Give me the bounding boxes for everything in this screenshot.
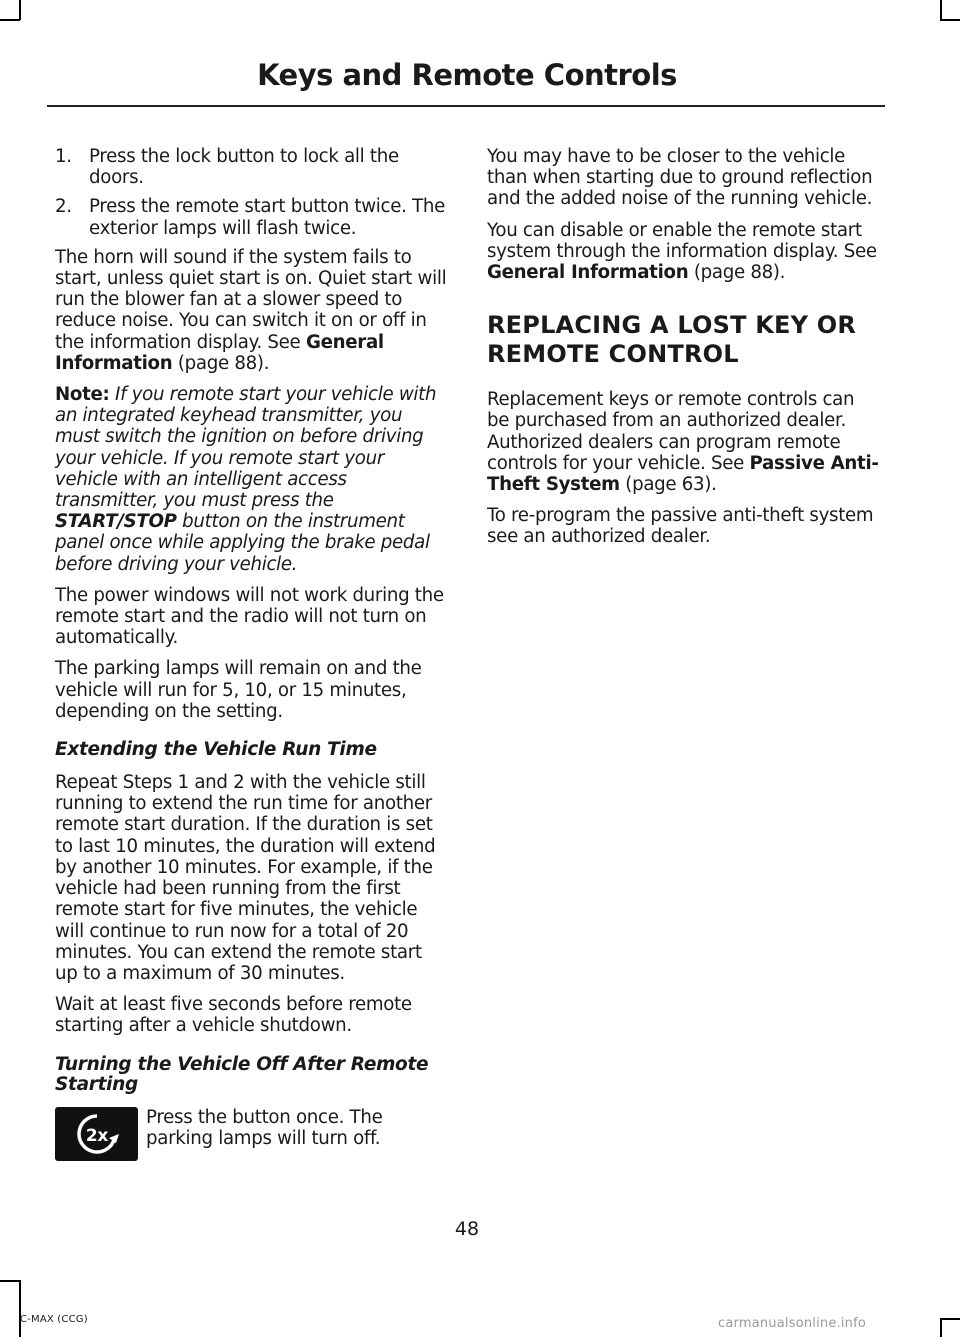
header-divider	[47, 105, 885, 107]
general-information-link[interactable]: General Information	[55, 331, 384, 374]
icon-label: 2x	[85, 1125, 108, 1146]
turnoff-instruction	[55, 1107, 447, 1161]
page-number: 48	[454, 1218, 480, 1240]
crop-mark	[0, 1280, 20, 1282]
right-column	[487, 146, 881, 558]
section-heading-line: REPLACING A LOST KEY OR	[487, 311, 857, 340]
wait-paragraph: Wait at least five seconds before remote starting after a vehicle shutdown.	[55, 994, 412, 1037]
reprogram-paragraph: To re-program the passive anti-theft system see an authorized dealer.	[487, 505, 874, 548]
disable-paragraph	[487, 220, 881, 284]
horn-paragraph	[55, 247, 447, 374]
turnoff-text: Press the button once. The parking lamps will turn off.	[146, 1106, 383, 1149]
crop-mark	[940, 0, 942, 20]
step-number: 1.	[55, 146, 72, 167]
note-text-b: button on the instrument panel once while applying the brake pedal before driving your vehicle.	[55, 511, 430, 575]
general-information-link[interactable]: General Information	[487, 262, 689, 284]
step-text: Press the lock button to lock all the doors.	[89, 146, 399, 189]
passive-anti-theft-link[interactable]: Passive Anti-Theft System	[487, 452, 879, 496]
disable-text: You can disable or enable the remote start system through the information display. See	[487, 219, 877, 262]
replace-text: Replacement keys or remote controls can be purchased from an authorized dealer. Authorized dealers can program remote controls for your vehicle. See	[487, 389, 855, 474]
crop-mark	[19, 0, 21, 20]
parking-paragraph: The parking lamps will remain on and the vehicle will run for 5, 10, or 15 minutes, depending on the setting.	[55, 658, 422, 722]
note-text-a: If you remote start your vehicle with an integrated keyhead transmitter, you must switch the ignition on before driving your vehicle. If you remote start your vehicle with an intelligent access transmitter, you must press the	[55, 384, 437, 512]
crop-mark	[19, 1280, 21, 1337]
section-heading	[487, 311, 881, 369]
crop-mark	[0, 19, 20, 21]
page-reference: (page 63).	[619, 474, 717, 496]
remote-start-2x-icon	[55, 1107, 138, 1161]
note-label: Note:	[55, 384, 110, 406]
step-item	[55, 146, 447, 188]
turnoff-heading: Turning the Vehicle Off After Remote Starting	[55, 1053, 429, 1095]
watermark: carmanualsonline.info	[718, 1316, 867, 1331]
page-reference: (page 88).	[172, 352, 270, 374]
windows-paragraph: The power windows will not work during the remote start and the radio will not turn on automatically.	[55, 584, 444, 649]
step-text: Press the remote start button twice. The exterior lamps will flash twice.	[89, 196, 446, 239]
left-column	[55, 146, 447, 1161]
model-label: C-MAX (CCG)	[20, 1314, 88, 1325]
step-item	[55, 196, 447, 238]
crop-mark	[940, 1318, 942, 1337]
step-number: 2.	[55, 196, 72, 218]
crop-mark	[940, 19, 960, 21]
page-header-title: Keys and Remote Controls	[257, 58, 677, 92]
note-paragraph	[55, 384, 447, 575]
closer-paragraph: You may have to be closer to the vehicle than when starting due to ground reflection and the added noise of the running vehicle.	[487, 146, 873, 210]
section-heading-line: REMOTE CONTROL	[487, 340, 739, 369]
page-reference: (page 88).	[688, 262, 786, 284]
horn-text: The horn will sound if the system fails to start, unless quiet start is on. Quiet start will run the blower fan at a slower speed to reduce noise. You can switch it on or off in the information display. See	[55, 246, 447, 353]
replace-paragraph	[487, 389, 881, 495]
start-stop-emphasis: START/STOP	[55, 511, 177, 533]
extend-heading: Extending the Vehicle Run Time	[55, 739, 377, 761]
extend-paragraph: Repeat Steps 1 and 2 with the vehicle still running to extend the run time for another remote start duration. If the duration is set to last 10 minutes, the duration will extend by another 10 minutes. For example, if the vehicle had been running from the first remote start for five minutes, the vehicle will continue to run now for a total of 20 minutes. You can extend the remote start up to a maximum of 30 minutes.	[55, 772, 436, 984]
crop-mark	[940, 1318, 960, 1320]
